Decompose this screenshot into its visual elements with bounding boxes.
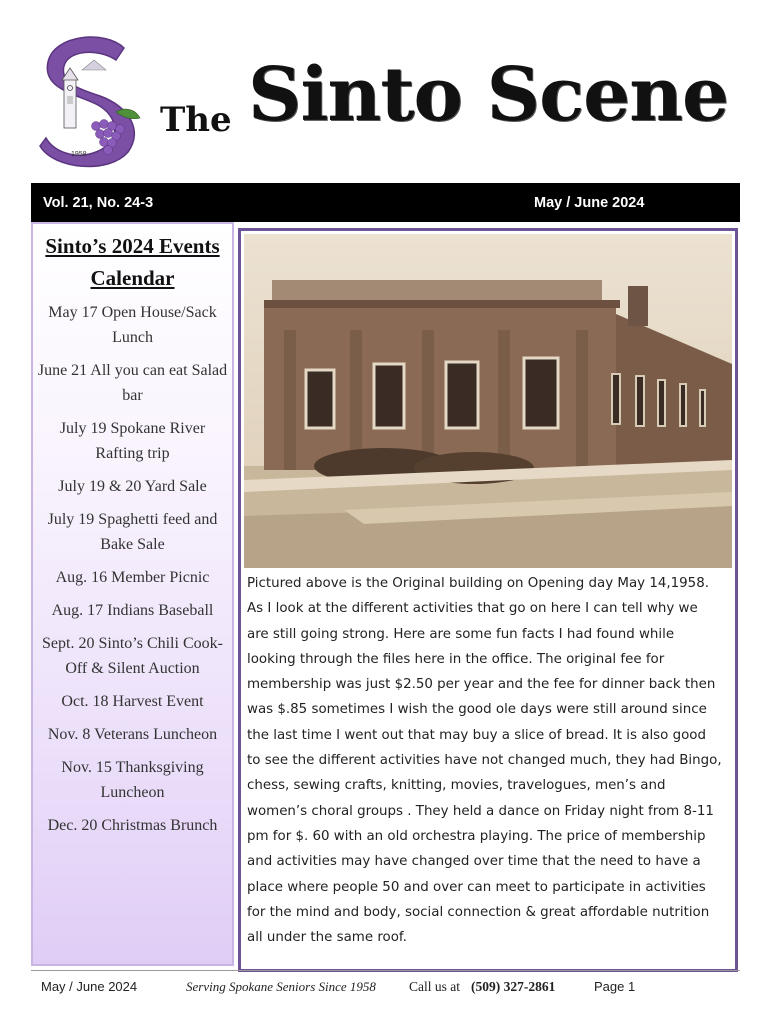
- sinto-logo: [36, 34, 148, 172]
- calendar-item: Nov. 8 Veterans Luncheon: [47, 726, 218, 743]
- page-number: Page 1: [594, 979, 636, 994]
- calendar-item: Nov. 15 Thanksgiving Luncheon: [61, 759, 204, 801]
- original-building-photo: [244, 234, 732, 568]
- calendar-heading: Sinto’s 2024 Events Calendar: [45, 234, 220, 290]
- footer-tagline: Serving Spokane Seniors Since 1958: [186, 979, 376, 994]
- footer-date: May / June 2024: [41, 979, 138, 994]
- calendar-item: Dec. 20 Christmas Brunch: [47, 817, 218, 834]
- feature-article: [238, 228, 738, 972]
- calendar-item: July 19 & 20 Yard Sale: [58, 478, 207, 495]
- page-footer: [31, 970, 740, 1001]
- calendar-item: Aug. 17 Indians Baseball: [51, 602, 214, 619]
- article-body: Pictured above is the Original building on Opening day May 14,1958. As I look at the different activities that go on here I can tell why we are still going strong. Here are some fun facts I had found while looking through the files here in the office. The original fee for membership was just $2.50 per year and the fee for dinner back then was $.85 sometimes I wish the good ole days were still around since the last time I went out that may buy a slice of bread. It is also good to see the different activities have not changed much, they had Bingo, chess, sewing crafts, knitting, movies, travelogues, men’s and women’s choral groups . They held a dance on Friday night from 8-11 pm for $. 60 with an old orchestra playing. The price of membership and activities may have changed over time that the need to have a place where people 50 and over can meet to participate in activities for the mind and body, social connection & great affordable nutrition all under the same roof.: [247, 576, 722, 946]
- calendar-item: Aug. 16 Member Picnic: [55, 569, 210, 586]
- issue-date: May / June 2024: [534, 195, 645, 211]
- footer-phone: (509) 327-2861: [471, 979, 556, 994]
- logo-year: 1958: [71, 151, 87, 158]
- footer-call-label: Call us at: [409, 979, 460, 994]
- newsletter-title: Sinto Scene: [248, 52, 729, 138]
- calendar-item: Sept. 20 Sinto’s Chili Cook-Off & Silent Auction: [42, 635, 223, 677]
- masthead: [0, 0, 770, 182]
- events-calendar: [31, 222, 234, 966]
- masthead-the: The: [160, 100, 232, 140]
- calendar-item: June 21 All you can eat Salad bar: [37, 362, 228, 404]
- calendar-item: Oct. 18 Harvest Event: [61, 693, 204, 710]
- calendar-list: [33, 300, 232, 838]
- calendar-item: May 17 Open House/Sack Lunch: [48, 304, 217, 346]
- calendar-item: July 19 Spaghetti feed and Bake Sale: [47, 511, 218, 553]
- calendar-item: July 19 Spokane River Rafting trip: [59, 420, 206, 462]
- issue-bar: [31, 183, 740, 222]
- volume-number: Vol. 21, No. 24-3: [43, 195, 154, 211]
